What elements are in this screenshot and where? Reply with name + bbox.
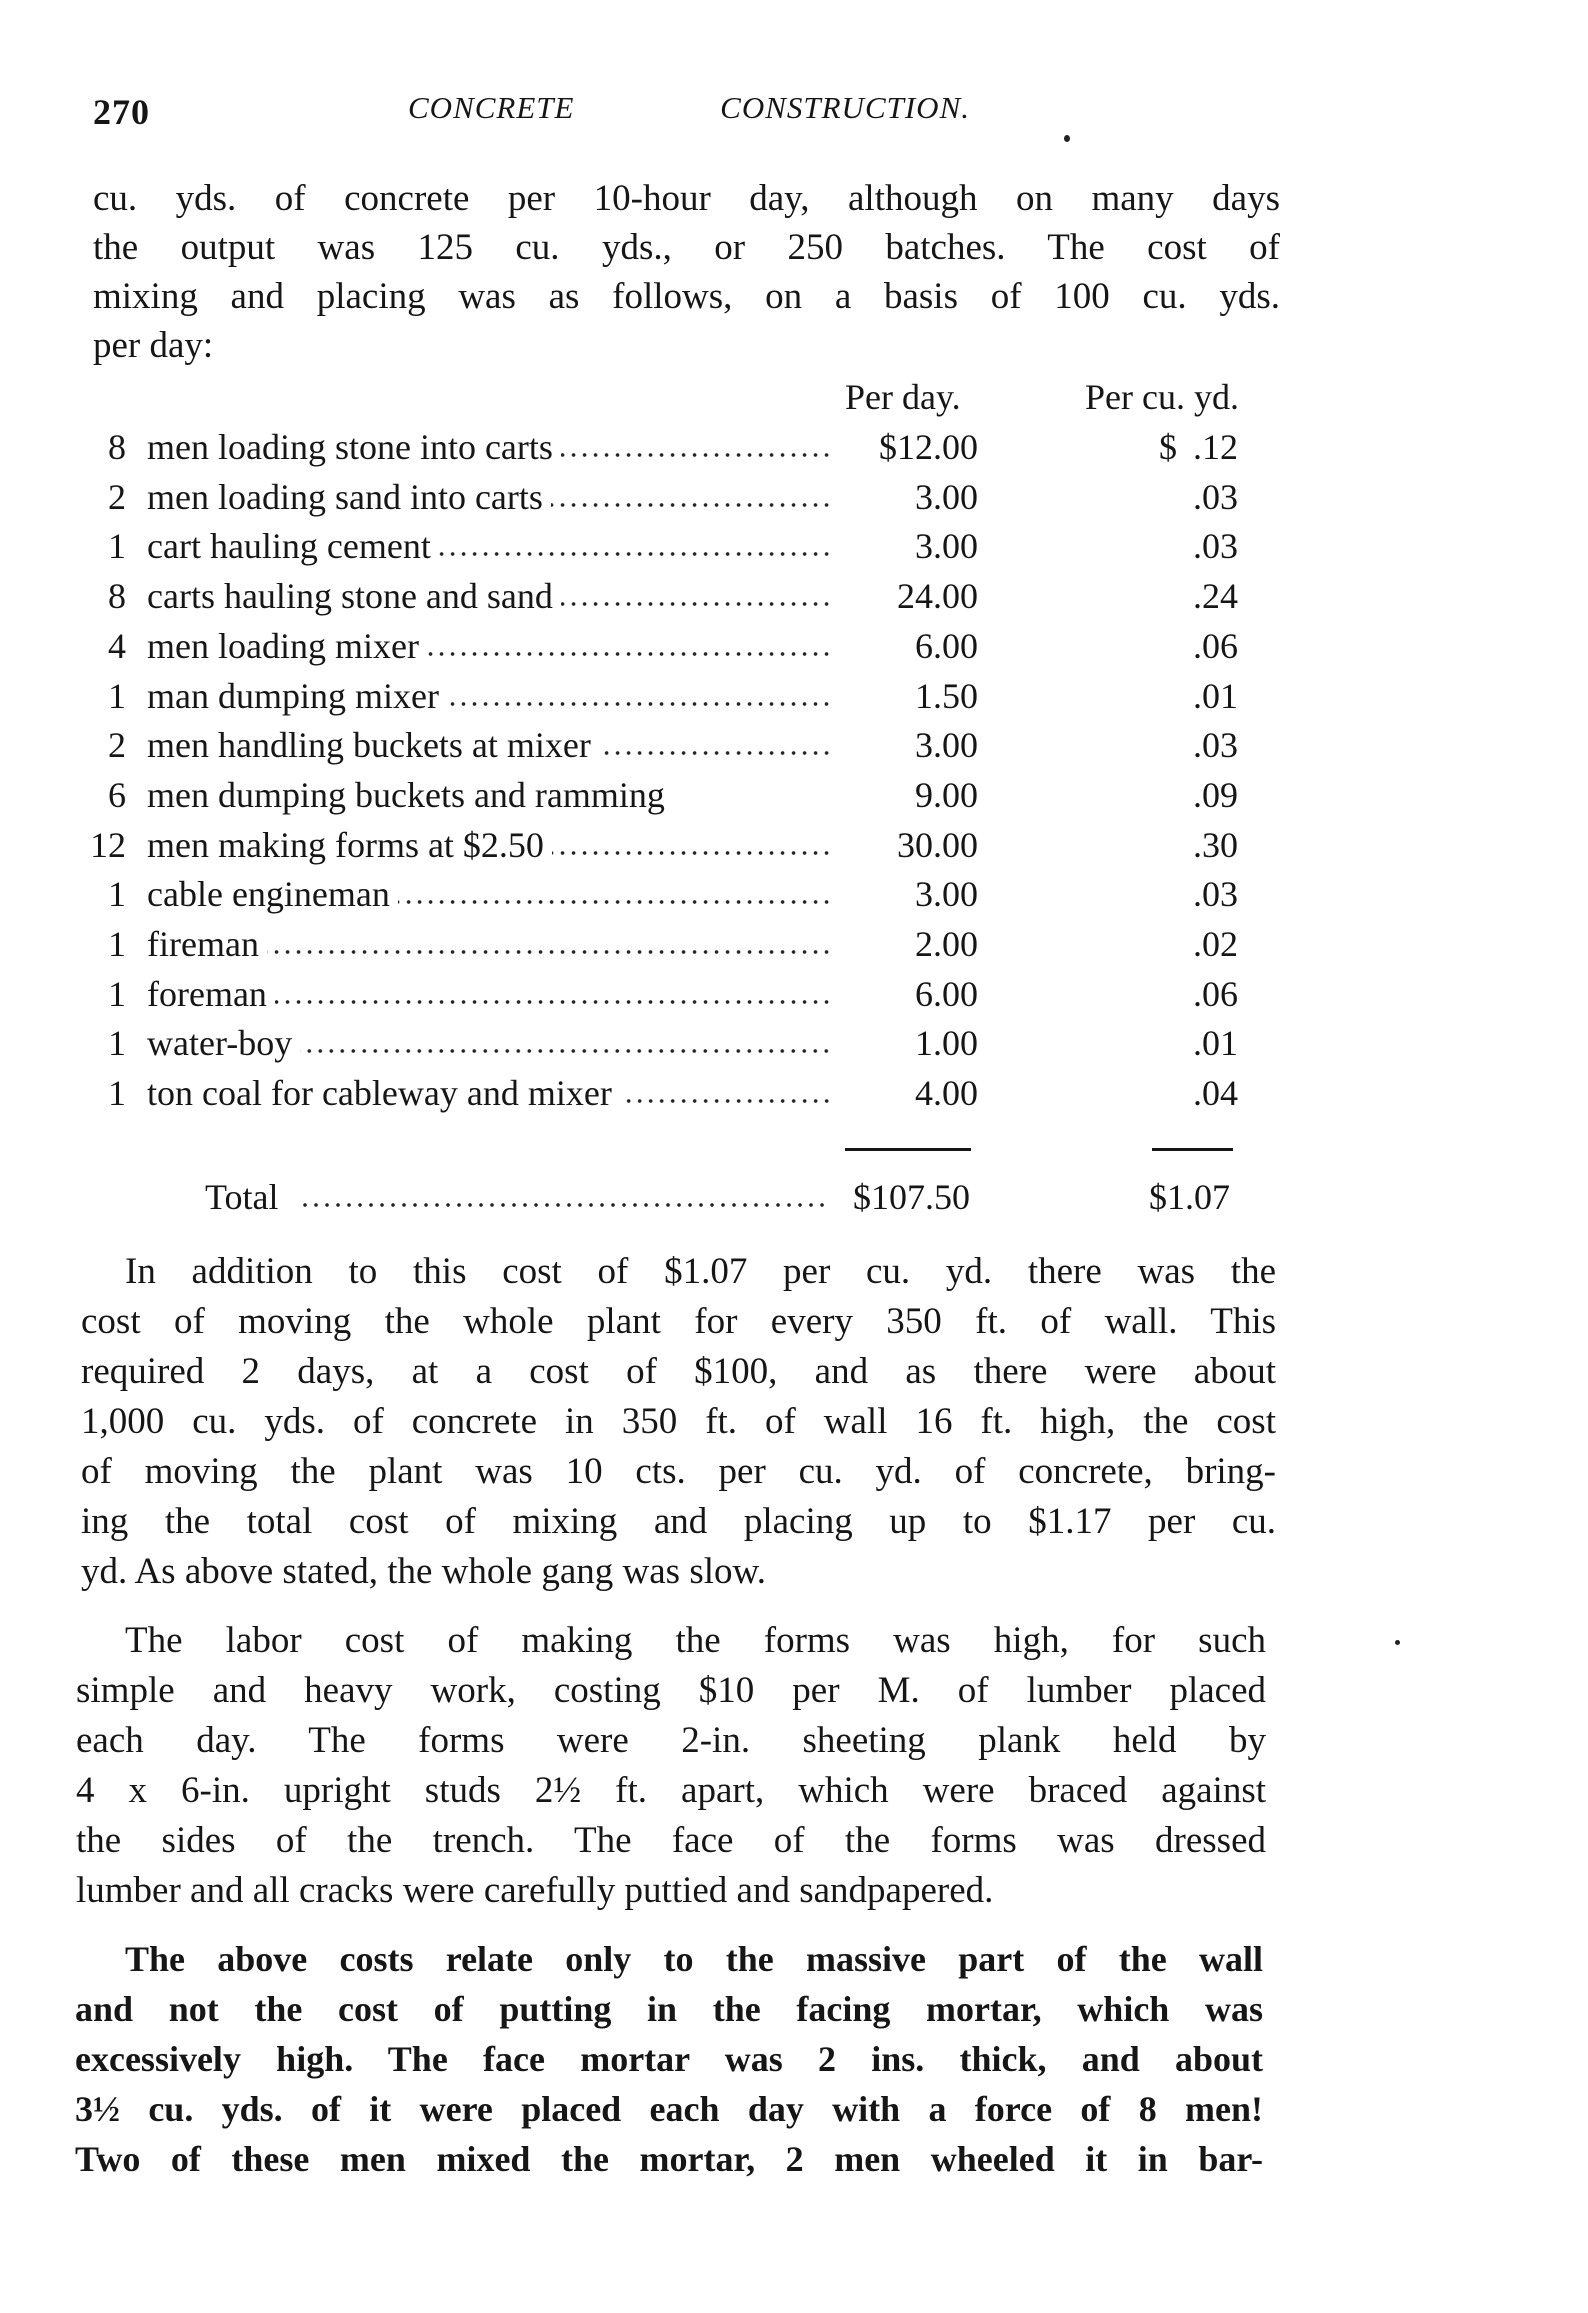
total-per-cu-yd-cell <box>970 1177 1230 1217</box>
row-quantity: 1 <box>108 1023 126 1064</box>
paragraph-line: The labor cost of making the forms was high, for such <box>125 1620 1266 1661</box>
paragraph-line: yd. As above stated, the whole gang was slow. <box>81 1551 767 1592</box>
dot-leader <box>447 700 832 708</box>
sum-rule-per-cu-yd <box>1152 1148 1233 1151</box>
table-row <box>88 874 1238 916</box>
row-item: foreman <box>147 973 267 1014</box>
row-per-cu-yd-cell <box>978 427 1238 467</box>
row-per-day: 1.00 <box>915 1023 978 1064</box>
table-row <box>88 477 1238 519</box>
row-per-cu-yd: .03 <box>1193 476 1238 517</box>
table-row <box>88 676 1238 718</box>
dot-leader <box>398 898 832 906</box>
row-quantity: 1 <box>108 526 126 567</box>
table-row <box>88 526 1238 568</box>
row-per-cu-yd-cell <box>978 1073 1238 1113</box>
row-per-day: 2.00 <box>915 924 978 964</box>
row-per-cu-yd: .06 <box>1193 625 1238 666</box>
row-per-cu-yd-cell <box>978 626 1238 666</box>
paragraph-line: of moving the plant was 10 cts. per cu. yd. of concrete, bring- <box>81 1451 1276 1492</box>
paragraph-line: and not the cost of putting in the facing mortar, which was <box>75 1989 1263 2029</box>
scan-speck <box>1395 1640 1400 1645</box>
row-item: carts hauling stone and sand <box>147 576 553 617</box>
row-item: cable engineman <box>147 874 390 915</box>
row-quantity: 1 <box>108 973 126 1014</box>
column-header-per-day: Per day. <box>845 377 961 417</box>
row-per-cu-yd: .06 <box>1193 973 1238 1014</box>
dot-leader <box>427 650 832 658</box>
scan-speck <box>1064 135 1070 142</box>
row-quantity: 2 <box>108 476 126 517</box>
row-per-cu-yd-dollar: $ <box>1159 427 1177 467</box>
row-per-day: 3.00 <box>915 874 978 915</box>
row-per-day: 1.50 <box>915 675 978 716</box>
page-number: 270 <box>93 92 150 132</box>
row-quantity: 1 <box>108 675 126 716</box>
paragraph-line: Two of these men mixed the mortar, 2 men wheeled it in bar- <box>75 2139 1263 2179</box>
row-per-cu-yd-cell <box>978 676 1238 716</box>
row-item: men handling buckets at mixer <box>147 725 591 766</box>
dot-leader <box>561 451 832 459</box>
dot-leader <box>551 501 832 509</box>
row-item: men loading sand into carts <box>147 476 543 517</box>
row-per-day: 4.00 <box>915 1073 978 1114</box>
row-quantity: 1 <box>108 1073 126 1114</box>
row-per-cu-yd: .01 <box>1193 1023 1238 1064</box>
row-item: water-boy <box>147 1023 293 1064</box>
paragraph-line: 3½ cu. yds. of it were placed each day with a force of 8 men! <box>75 2089 1263 2129</box>
row-item: men loading stone into carts <box>147 427 553 467</box>
row-quantity: 12 <box>90 824 126 865</box>
row-per-cu-yd-cell <box>978 477 1238 517</box>
dot-leader <box>552 849 832 857</box>
intro-line: mixing and placing was as follows, on a basis of 100 cu. yds. <box>93 276 1280 317</box>
row-per-cu-yd-cell <box>978 825 1238 865</box>
table-row <box>88 576 1238 618</box>
row-per-day: 6.00 <box>915 973 978 1014</box>
table-row <box>88 974 1238 1016</box>
intro-line: per day: <box>93 325 214 366</box>
paragraph-line: each day. The forms were 2-in. sheeting plank held by <box>76 1720 1266 1761</box>
dot-leader <box>620 1097 832 1105</box>
table-row <box>88 626 1238 668</box>
row-per-cu-yd: .09 <box>1193 774 1238 815</box>
dot-leader <box>300 1201 828 1209</box>
total-label: Total <box>205 1177 279 1217</box>
row-per-day: 6.00 <box>915 625 978 666</box>
dot-leader <box>300 1047 832 1055</box>
row-item: men loading mixer <box>147 625 419 666</box>
table-row <box>88 1073 1238 1115</box>
dot-leader <box>275 998 832 1006</box>
row-per-cu-yd: .03 <box>1193 874 1238 915</box>
row-quantity: 8 <box>108 427 126 467</box>
row-per-cu-yd: .24 <box>1193 576 1238 617</box>
row-quantity: 1 <box>108 874 126 915</box>
row-per-cu-yd: .04 <box>1193 1073 1238 1114</box>
paragraph-line: cost of moving the whole plant for every 350 ft. of wall. This <box>81 1301 1276 1342</box>
row-per-day: 3.00 <box>915 476 978 517</box>
intro-line: the output was 125 cu. yds., or 250 batches. The cost of <box>93 227 1280 268</box>
row-quantity: 6 <box>108 774 126 815</box>
row-per-cu-yd-cell <box>978 526 1238 566</box>
row-per-day: 30.00 <box>897 824 978 865</box>
row-per-cu-yd-cell <box>978 1023 1238 1063</box>
dot-leader <box>673 799 832 807</box>
row-per-cu-yd-cell <box>978 924 1238 964</box>
table-row <box>88 427 1238 469</box>
paragraph-line: 1,000 cu. yds. of concrete in 350 ft. of wall 16 ft. high, the cost <box>81 1401 1276 1442</box>
table-row <box>88 924 1238 966</box>
paragraph-line: The above costs relate only to the massive part of the wall <box>125 1939 1263 1979</box>
row-item: men making forms at $2.50 <box>147 824 544 865</box>
dot-leader <box>439 550 832 558</box>
row-per-day: 24.00 <box>897 576 978 617</box>
row-per-cu-yd-cell <box>978 874 1238 914</box>
row-item: man dumping mixer <box>147 675 439 716</box>
row-per-day: 3.00 <box>915 526 978 567</box>
row-per-cu-yd-cell <box>978 974 1238 1014</box>
intro-line: cu. yds. of concrete per 10-hour day, although on many days <box>93 178 1280 219</box>
row-quantity: 2 <box>108 725 126 766</box>
sum-rule-per-day <box>845 1148 971 1151</box>
paragraph-line: 4 x 6-in. upright studs 2½ ft. apart, which were braced against <box>76 1770 1266 1811</box>
table-row <box>88 1023 1238 1065</box>
paragraph-line: ing the total cost of mixing and placing up to $1.17 per cu. <box>81 1501 1276 1542</box>
row-per-day: 3.00 <box>915 725 978 766</box>
paragraph-line: required 2 days, at a cost of $100, and as there were about <box>81 1351 1276 1392</box>
paragraph-line: In addition to this cost of $1.07 per cu. yd. there was the <box>125 1251 1276 1292</box>
row-per-cu-yd-cell <box>978 725 1238 765</box>
table-row <box>88 825 1238 867</box>
dot-leader <box>599 749 832 757</box>
total-per-day: $107.50 <box>853 1177 970 1217</box>
row-per-cu-yd: .30 <box>1193 824 1238 865</box>
row-quantity: 1 <box>108 924 126 964</box>
paragraph-line: excessively high. The face mortar was 2 ins. thick, and about <box>75 2039 1263 2079</box>
row-per-cu-yd: .02 <box>1193 924 1238 964</box>
table-row <box>88 775 1238 817</box>
running-title: CONCRETE CONSTRUCTION. <box>408 90 970 125</box>
column-header-per-cu-yd: Per cu. yd. <box>1085 377 1239 417</box>
dot-leader <box>267 948 832 956</box>
row-per-cu-yd: .03 <box>1193 526 1238 567</box>
row-per-cu-yd: .03 <box>1193 725 1238 766</box>
total-row <box>205 1177 1230 1219</box>
row-quantity: 4 <box>108 625 126 666</box>
row-per-cu-yd: .01 <box>1193 675 1238 716</box>
row-item: fireman <box>147 924 259 964</box>
table-row <box>88 725 1238 767</box>
row-quantity: 8 <box>108 576 126 617</box>
paragraph-line: lumber and all cracks were carefully puttied and sandpapered. <box>76 1870 994 1911</box>
dot-leader <box>561 600 832 608</box>
row-per-cu-yd: .12 <box>1193 427 1238 467</box>
paragraph-line: simple and heavy work, costing $10 per M. of lumber placed <box>76 1670 1266 1711</box>
row-per-day: 9.00 <box>915 774 978 815</box>
row-item: ton coal for cableway and mixer <box>147 1073 612 1114</box>
row-per-cu-yd-cell <box>978 775 1238 815</box>
row-per-day: $12.00 <box>879 427 978 467</box>
row-per-cu-yd-cell <box>978 576 1238 616</box>
paragraph-line: the sides of the trench. The face of the forms was dressed <box>76 1820 1266 1861</box>
row-item: cart hauling cement <box>147 526 431 567</box>
row-item: men dumping buckets and ramming <box>147 774 665 815</box>
total-per-cu-yd: $1.07 <box>1149 1177 1230 1217</box>
